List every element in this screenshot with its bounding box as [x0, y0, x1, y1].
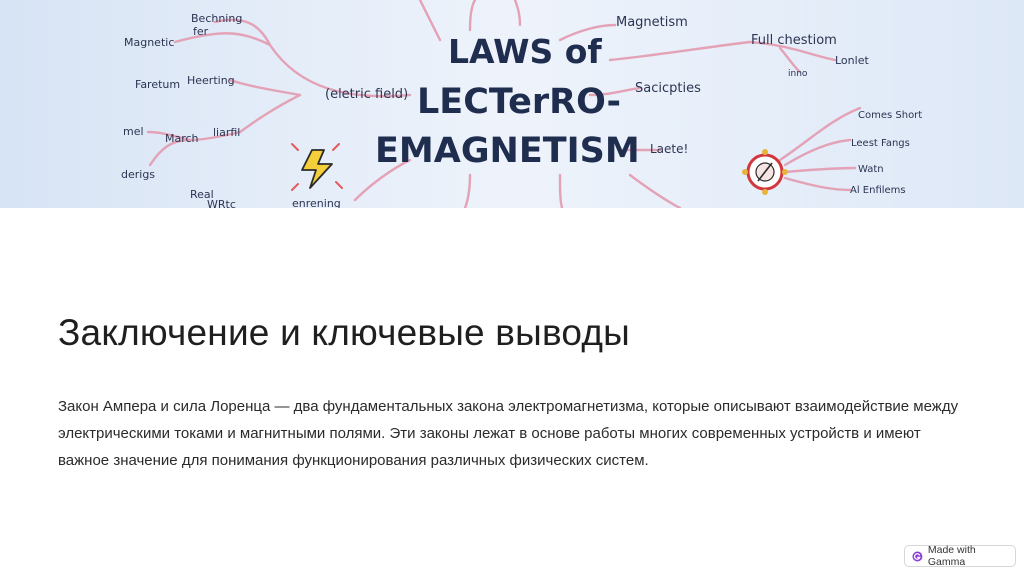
slide-paragraph: Закон Ампера и сила Лоренца — два фундаментальных закона электромагнетизма, которые описывают взаимодействие между электрическими токами и магнитными полями. Эти законы лежат в основе работы многих современных устройств и имеют важное значение для понимания функционирования различных физических систем.: [58, 398, 959, 469]
label-bechning: Bechning: [191, 12, 243, 25]
label-full-chestiom: Full chestiom: [751, 33, 837, 48]
label-al-enfilems: Al Enfilems: [850, 185, 906, 196]
label-wrtc: WRtc: [207, 198, 236, 208]
made-with-gamma-badge[interactable]: [904, 545, 1016, 567]
label-lonlet: Lonlet: [835, 54, 869, 67]
banner-title-line-1: LAWS of: [448, 32, 602, 71]
badge-label: Made with Gamma: [927, 544, 976, 568]
label-magnetic: Magnetic: [124, 36, 175, 49]
label-mel: mel: [123, 125, 144, 138]
label-liarfil: liarfil: [213, 126, 241, 139]
label-enrening: enrening: [292, 197, 341, 208]
label-inno: inno: [788, 69, 808, 79]
label-eletric-field: (eletric field): [325, 87, 409, 102]
header-illustration: [0, 0, 1024, 208]
label-comes-short: Comes Short: [858, 110, 923, 121]
label-march: March: [165, 132, 199, 145]
label-heerting: Heerting: [187, 74, 235, 87]
gamma-logo-icon: [912, 551, 923, 562]
label-watn: Watn: [858, 164, 884, 175]
label-real: Real: [190, 188, 214, 201]
mind-map-illustration: [0, 0, 1024, 208]
label-derigs: derigs: [121, 168, 156, 181]
label-faretum: Faretum: [135, 78, 181, 91]
slide-title: Заключение и ключевые выводы: [58, 312, 630, 353]
label-fer: fer: [193, 25, 209, 38]
banner-title-line-3: EMAGNETISM: [375, 131, 640, 171]
label-leest-fangs: Leest Fangs: [851, 138, 910, 149]
label-laete: Laete!: [650, 142, 689, 156]
banner-title-line-2: LECTerRO-: [417, 82, 622, 122]
label-sacicpties: Sacicpties: [635, 81, 701, 96]
label-magnetism: Magnetism: [616, 15, 688, 30]
